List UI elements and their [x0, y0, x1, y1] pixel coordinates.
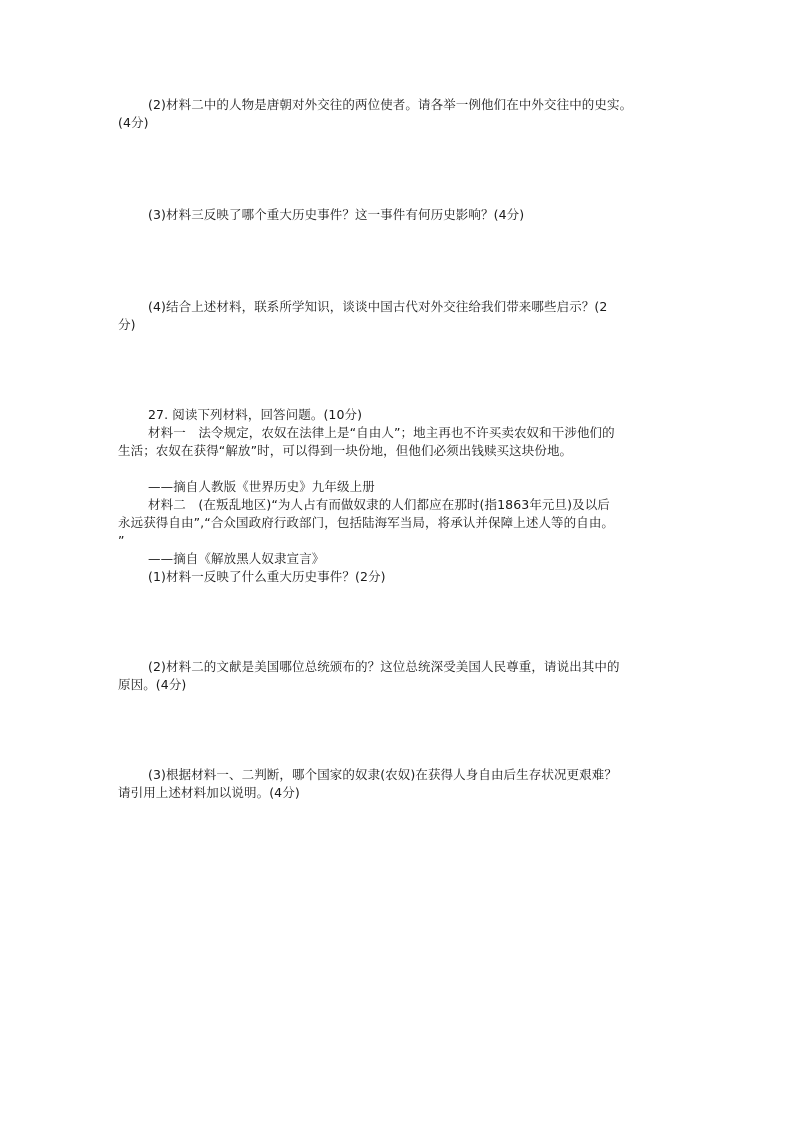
q27-heading: 27. 阅读下列材料，回答问题。(10分)	[148, 407, 363, 422]
material-1-line-2: 生活；农奴在获得“解放”时，可以得到一块份地，但他们必须出钱赎买这块份地。	[118, 443, 573, 458]
q4-line-2: 分)	[118, 317, 136, 332]
material-1-line-1: 材料一 法令规定，农奴在法律上是“自由人”；地主再也不许买卖农奴和干涉他们的	[148, 425, 615, 440]
q3-line-1: (3)材料三反映了哪个重大历史事件？这一事件有何历史影响？(4分)	[148, 207, 525, 222]
q27-2-line-2: 原因。(4分)	[118, 677, 187, 692]
material-2-line-3: ”	[118, 533, 125, 548]
q27-3-line-2: 请引用上述材料加以说明。(4分)	[118, 785, 300, 800]
material-2-line-1: 材料二 (在叛乱地区)“为人占有而做奴隶的人们都应在那时(指1863年元旦)及以后	[148, 497, 610, 512]
q27-2-line-1: (2)材料二的文献是美国哪位总统颁布的？这位总统深受美国人民尊重，请说出其中的	[148, 659, 620, 674]
q27-1: (1)材料一反映了什么重大历史事件？(2分)	[148, 569, 386, 584]
q4-line-1: (4)结合上述材料，联系所学知识，谈谈中国古代对外交往给我们带来哪些启示？(2	[148, 299, 608, 314]
material-2-source: ——摘自《解放黑人奴隶宣言》	[148, 551, 325, 566]
q27-3-line-1: (3)根据材料一、二判断，哪个国家的奴隶(农奴)在获得人身自由后生存状况更艰难？	[148, 767, 617, 782]
q2-line-1: (2)材料二中的人物是唐朝对外交往的两位使者。请各举一例他们在中外交往中的史实。	[148, 97, 633, 112]
q2-line-2: (4分)	[118, 115, 149, 130]
material-2-line-2: 永远获得自由”,“合众国政府行政部门，包括陆海军当局，将承认并保障上述人等的自由。	[118, 515, 615, 530]
material-1-source: ——摘自人教版《世界历史》九年级上册	[148, 479, 375, 494]
